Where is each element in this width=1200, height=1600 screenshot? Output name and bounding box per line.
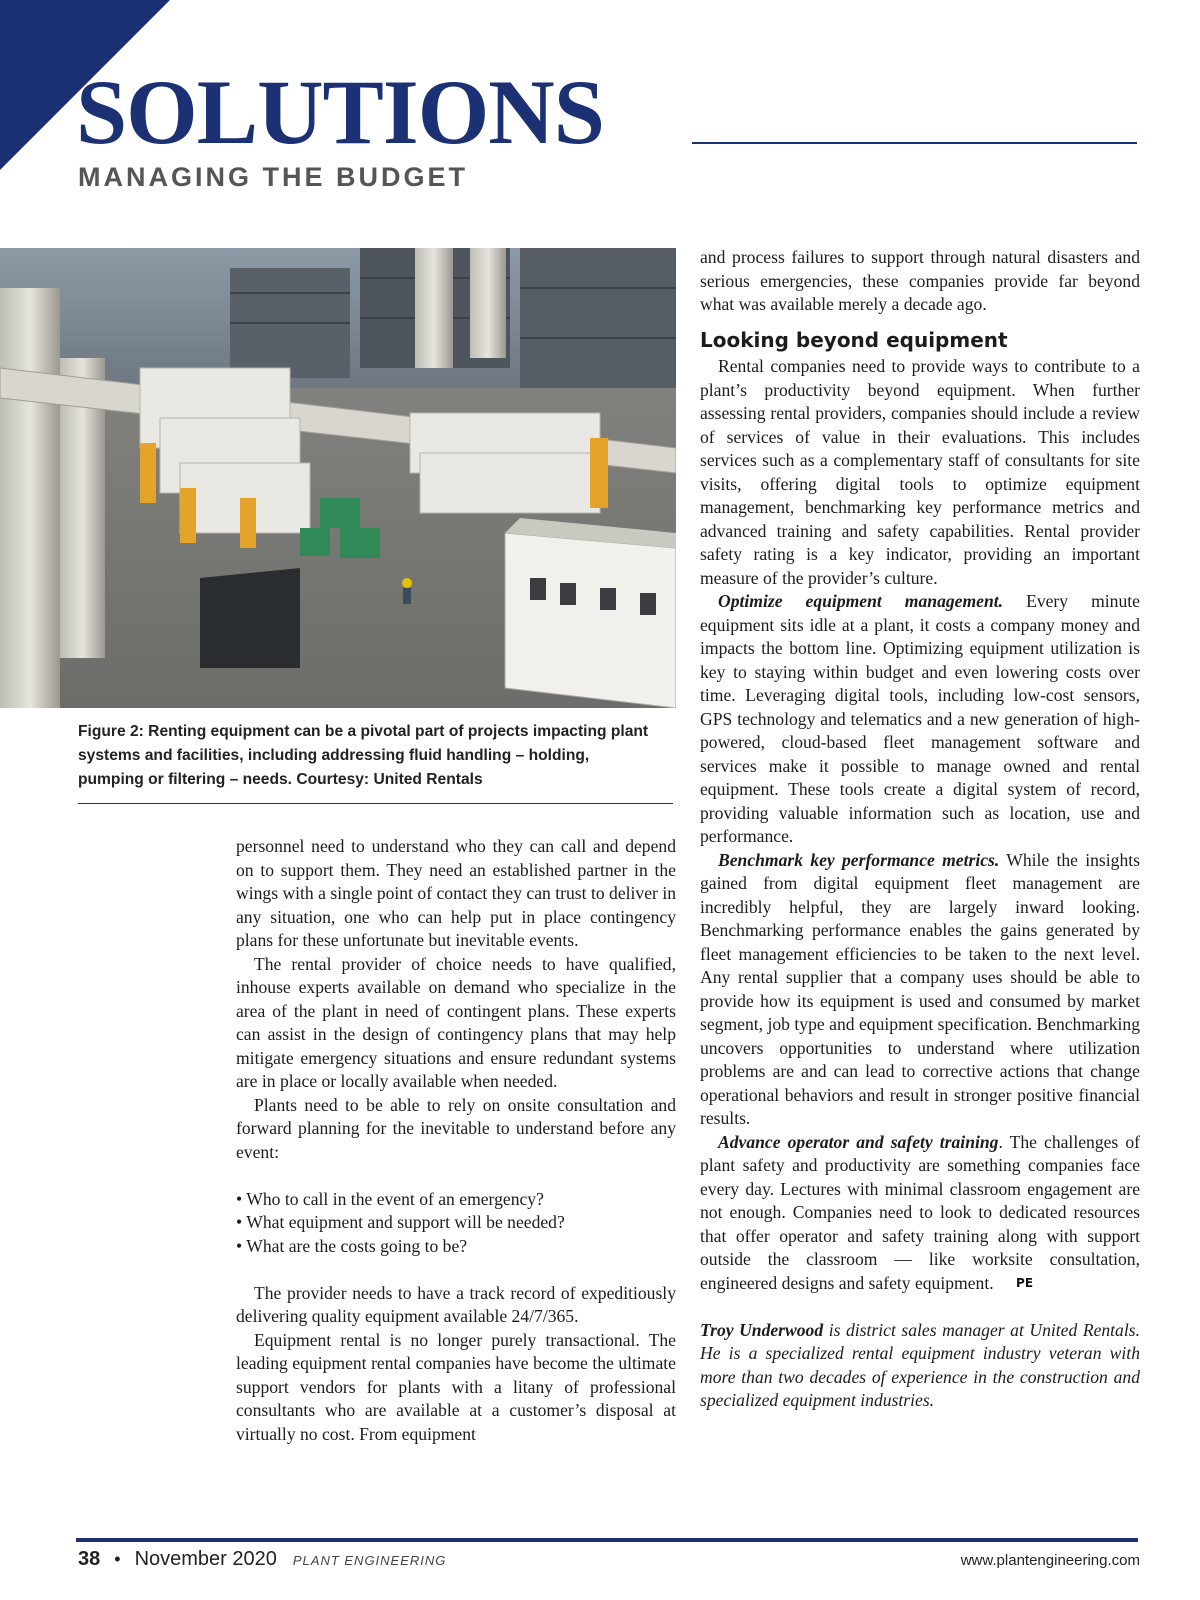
footer-rule xyxy=(76,1538,1138,1542)
article-column-left xyxy=(236,835,676,1446)
caption-divider xyxy=(78,803,673,804)
footer-separator: • xyxy=(114,1549,121,1569)
author-bio-text: is district sales manager at United Rentals. He is a specialized rental equipment industry veteran with more than two decades of experience in the construction and specialized equipment industries. xyxy=(700,1319,1140,1410)
end-of-article-mark: PE xyxy=(1016,1275,1034,1290)
section-heading: Looking beyond equipment xyxy=(700,327,1008,352)
magazine-name: PLANT ENGINEERING xyxy=(292,1553,447,1568)
page-number: 38 xyxy=(78,1548,101,1570)
figure-photo xyxy=(0,248,676,708)
list-item: • What equipment and support will be needed? xyxy=(236,1211,676,1235)
paragraph: The provider needs to have a track record of expeditiously delivering quality equipment available 24/7/365. xyxy=(236,1282,676,1326)
page-footer xyxy=(78,1548,1140,1571)
paragraph: Equipment rental is no longer purely transactional. The leading equipment rental companies have become the ultimate support vendors for plants with a litany of professional consultants who are available at a customer’s disposal at virtually no cost. From equipment xyxy=(236,1329,676,1444)
paragraph xyxy=(700,849,1140,1131)
author-name: Troy Underwood xyxy=(700,1319,824,1340)
paragraph-text: While the insights gained from digital equipment fleet management are incredibly helpful, they are largely inward looking. Benchmarking performance enables the gains generated by fleet management efficiencies to be taken to the next level. Any rental supplier that a company uses should be able to provide how its equipment is used and consumed by market segment, job type and equipment specification. Benchmarking uncovers opportunities to understand where utilization problems are and can lead to corrective actions that change operational behaviors and result in stronger positive financial results. xyxy=(700,849,1140,1128)
figure-caption: Figure 2: Renting equipment can be a pivotal part of projects impacting plant systems and facilities, including addressing fluid handling – holding, pumping or filtering – needs. Courtesy: United Rentals xyxy=(78,723,649,788)
article-column-right xyxy=(700,246,1140,1413)
paragraph: personnel need to understand who they can call and depend on to support them. They need an established partner in the wings with a single point of contact they can trust to deliver in any situation, one who can help put in place contingency plans for these unfortunate but inevitable events. xyxy=(236,836,676,950)
paragraph-text: . The challenges of plant safety and productivity are something companies face every day. Lectures with minimal classroom engagement are not enough. Companies need to look to dedicated resources that offer operator and safety training along with support outside the classroom — like worksite consultation, engineered designs and safety equipment. xyxy=(700,1131,1140,1293)
section-subtitle: MANAGING THE BUDGET xyxy=(78,162,468,192)
industrial-plant-illustration xyxy=(0,248,676,708)
issue-date: November 2020 xyxy=(134,1548,277,1570)
paragraph: Plants need to be able to rely on onsite consultation and forward planning for the inevitable to understand before any event: xyxy=(236,1094,676,1162)
paragraph: and process failures to support through natural disasters and serious emergencies, these companies provide far beyond what was available merely a decade ago. xyxy=(700,247,1140,314)
paragraph xyxy=(700,1131,1140,1296)
author-bio xyxy=(700,1319,1140,1413)
paragraph: Rental companies need to provide ways to contribute to a plant’s productivity beyond equipment. When further assessing rental providers, companies should include a review of services of value in their evaluations. This includes services such as a complementary staff of consultants for site visits, offering digital tools to optimize equipment management, benchmarking key performance metrics and advanced training and safety capabilities. Rental provider safety rating is a key indicator, providing an important measure of the provider’s culture. xyxy=(700,356,1140,588)
run-in-heading: Advance operator and safety training xyxy=(718,1131,999,1152)
run-in-heading: Benchmark key performance metrics. xyxy=(718,849,1000,870)
run-in-heading: Optimize equipment management. xyxy=(718,591,1004,611)
title-rule xyxy=(692,142,1137,144)
paragraph-text: Every minute equipment sits idle at a plant, it costs a company money and impacts the bottom line. Optimizing equipment utilization is key to staying within budget and even lowering costs over time. Leveraging digital tools, including low-cost sensors, GPS technology and telematics and a new generation of high-powered, cloud-based fleet management software and services make it possible to manage owned and rental equipment. These tools create a digital system of record, providing valuable information such as location, use and performance. xyxy=(700,591,1140,846)
section-title: SOLUTIONS xyxy=(76,61,604,163)
paragraph: The rental provider of choice needs to have qualified, inhouse experts available on demand who specialize in the area of the plant in need of contingent plans. These experts can assist in the design of contingency plans that may help mitigate emergency situations and ensure redundant systems are in place or locally available when needed. xyxy=(236,953,676,1091)
list-item: • What are the costs going to be? xyxy=(236,1235,676,1259)
question-list xyxy=(236,1188,676,1259)
list-item: • Who to call in the event of an emergency? xyxy=(236,1188,676,1212)
paragraph xyxy=(700,590,1140,849)
website-link[interactable]: www.plantengineering.com xyxy=(960,1552,1140,1569)
